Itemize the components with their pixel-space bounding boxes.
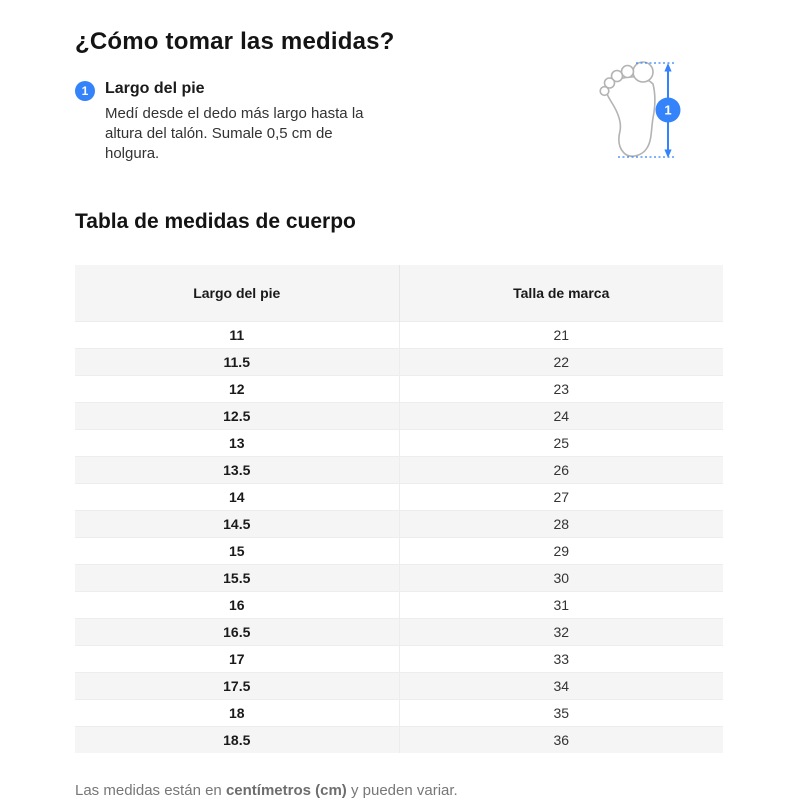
table-row	[75, 591, 723, 618]
instruction-text-block	[105, 80, 390, 164]
brand-size-cell: 33	[399, 645, 723, 672]
instruction-label: Largo del pie	[105, 80, 205, 97]
measure-marker-badge	[656, 98, 681, 123]
brand-size-cell: 35	[399, 699, 723, 726]
table-row	[75, 483, 723, 510]
brand-size-cell: 36	[399, 726, 723, 753]
note-suffix: y pueden variar.	[346, 782, 458, 799]
foot-length-cell: 14.5	[75, 510, 399, 537]
table-row	[75, 672, 723, 699]
measurement-units-note	[75, 782, 725, 799]
foot-length-cell: 17.5	[75, 672, 399, 699]
size-table	[75, 265, 723, 753]
foot-length-cell: 17	[75, 645, 399, 672]
brand-size-cell: 26	[399, 456, 723, 483]
foot-length-cell: 15.5	[75, 564, 399, 591]
instruction-description: Medí desde el dedo más largo hasta la altura del talón. Sumale 0,5 cm de holgura.	[105, 105, 364, 162]
brand-size-cell: 21	[399, 321, 723, 348]
foot-length-cell: 18	[75, 699, 399, 726]
table-row	[75, 645, 723, 672]
brand-size-cell: 29	[399, 537, 723, 564]
table-row	[75, 456, 723, 483]
page-title: ¿Cómo tomar las medidas?	[75, 28, 395, 55]
foot-measurement-diagram	[596, 58, 696, 163]
brand-size-cell: 28	[399, 510, 723, 537]
table-row	[75, 726, 723, 753]
foot-length-cell: 16.5	[75, 618, 399, 645]
brand-size-cell: 30	[399, 564, 723, 591]
foot-length-cell: 16	[75, 591, 399, 618]
foot-length-cell: 14	[75, 483, 399, 510]
table-row	[75, 402, 723, 429]
brand-size-cell: 23	[399, 375, 723, 402]
foot-outline-icon	[596, 58, 696, 163]
foot-length-cell: 11	[75, 321, 399, 348]
header-row	[75, 265, 723, 321]
foot-length-cell: 15	[75, 537, 399, 564]
brand-size-cell: 34	[399, 672, 723, 699]
table-row	[75, 564, 723, 591]
foot-length-cell: 12	[75, 375, 399, 402]
table-row	[75, 429, 723, 456]
size-table-body	[75, 321, 723, 753]
table-section-title: Tabla de medidas de cuerpo	[75, 210, 356, 233]
foot-length-cell: 12.5	[75, 402, 399, 429]
table-row	[75, 699, 723, 726]
table-row	[75, 348, 723, 375]
step-number-badge: 1	[75, 81, 95, 101]
svg-text:1: 1	[664, 102, 672, 118]
brand-size-cell: 32	[399, 618, 723, 645]
table-row	[75, 618, 723, 645]
note-units-bold: centímetros (cm)	[225, 782, 347, 799]
brand-size-cell: 22	[399, 348, 723, 375]
brand-size-cell: 25	[399, 429, 723, 456]
brand-size-cell: 27	[399, 483, 723, 510]
table-row	[75, 510, 723, 537]
table-row	[75, 321, 723, 348]
foot-length-cell: 11.5	[75, 348, 399, 375]
foot-length-cell: 13.5	[75, 456, 399, 483]
column-header-foot-length: Largo del pie	[75, 265, 399, 321]
table-row	[75, 537, 723, 564]
foot-length-cell: 18.5	[75, 726, 399, 753]
brand-size-cell: 24	[399, 402, 723, 429]
note-prefix: Las medidas están en	[75, 782, 226, 799]
size-table-header	[75, 265, 723, 321]
foot-length-cell: 13	[75, 429, 399, 456]
table-row	[75, 375, 723, 402]
brand-size-cell: 31	[399, 591, 723, 618]
column-header-brand-size: Talla de marca	[399, 265, 723, 321]
